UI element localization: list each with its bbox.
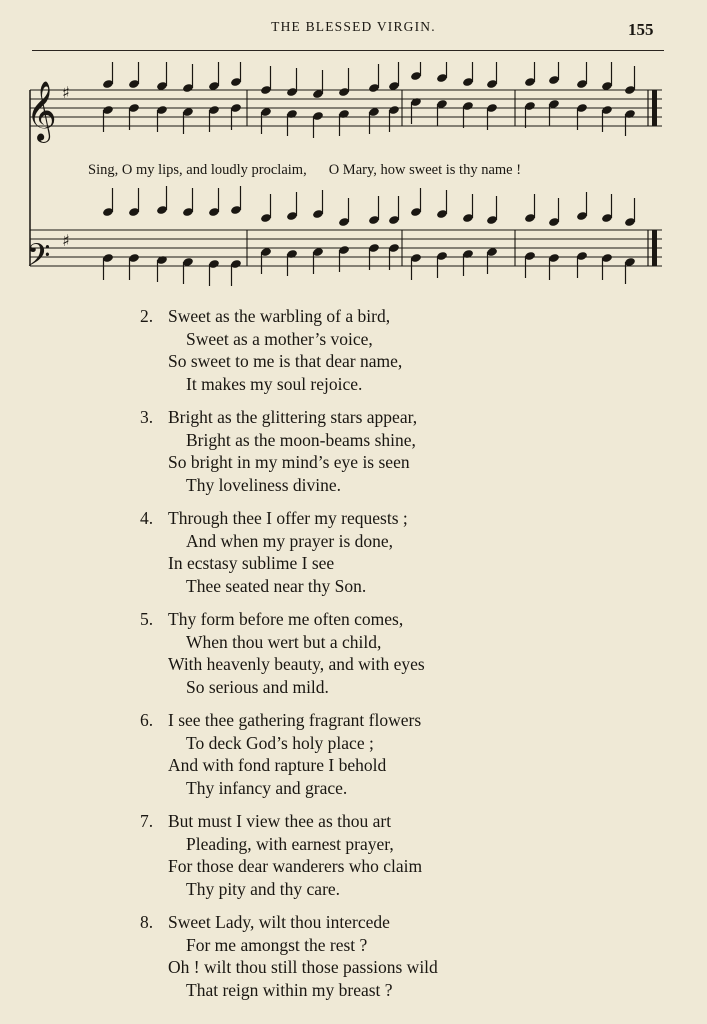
- verse-line: It makes my soul rejoice.: [186, 373, 363, 394]
- verse-line: 2. Sweet as the warbling of a bird,: [140, 306, 391, 326]
- verse: [140, 810, 660, 900]
- treble-clef: 𝄞: [26, 81, 57, 141]
- verse-number: 4.: [140, 508, 154, 528]
- verse-line: Sweet as a mother’s voice,: [186, 328, 373, 349]
- verse-number: 6.: [140, 710, 154, 730]
- verse-number: 2.: [140, 306, 154, 326]
- verse-line: Thy infancy and grace.: [186, 777, 348, 798]
- verse-line: And when my prayer is done,: [186, 530, 394, 551]
- verse: [140, 608, 660, 698]
- running-title: THE BLESSED VIRGIN.: [271, 19, 436, 34]
- verse-number: 3.: [140, 407, 154, 427]
- verse-line: For me amongst the rest ?: [186, 934, 368, 955]
- verse-number: 7.: [140, 811, 154, 831]
- lyric-phrase-1: Sing, O my lips, and loudly proclaim,: [88, 162, 307, 178]
- verse-number: 5.: [140, 609, 154, 629]
- verse-line: 7. But must I view thee as thou art: [140, 811, 392, 831]
- verse-line: 3. Bright as the glittering stars appear,: [140, 407, 418, 427]
- verse-line: So serious and mild.: [186, 676, 329, 697]
- verse-line: 8. Sweet Lady, wilt thou intercede: [140, 912, 390, 932]
- verse-number: 8.: [140, 912, 154, 932]
- verse-line: 4. Through thee I offer my requests ;: [140, 508, 408, 528]
- hymn-verses: [140, 305, 660, 1012]
- header-rule: [32, 50, 664, 51]
- music-lyric: [88, 162, 521, 179]
- verse-line: Bright as the moon-beams shine,: [186, 429, 416, 450]
- verse-line: In ecstasy sublime I see: [168, 553, 335, 573]
- lyric-phrase-2: O Mary, how sweet is thy name !: [328, 162, 522, 178]
- key-signature-treble: ♯: [62, 83, 70, 102]
- verse-line: 5. Thy form before me often comes,: [140, 609, 404, 629]
- verse-line: So bright in my mind’s eye is seen: [168, 452, 410, 472]
- key-signature-bass: ♯: [62, 231, 70, 250]
- verse-line: When thou wert but a child,: [186, 631, 382, 652]
- verse: [140, 507, 660, 597]
- final-bar-thick: [652, 90, 657, 126]
- verse-line: Thy loveliness divine.: [186, 474, 342, 495]
- bass-clef: 𝄢: [26, 237, 51, 281]
- verse-line: Pleading, with earnest prayer,: [186, 833, 394, 854]
- verse-line: Thy pity and thy care.: [186, 878, 341, 899]
- verse-line: That reign within my breast ?: [186, 979, 393, 1000]
- verse-line: Oh ! wilt thou still those passions wild: [168, 957, 438, 977]
- verse-line: So sweet to me is that dear name,: [168, 351, 403, 371]
- verse: [140, 305, 660, 395]
- verse-line: To deck God’s holy place ;: [186, 732, 374, 753]
- verse-line: 6. I see thee gathering fragrant flowers: [140, 710, 422, 730]
- verse: [140, 911, 660, 1001]
- verse: [140, 406, 660, 496]
- verse-line: And with fond rapture I behold: [168, 755, 387, 775]
- page-number: 155: [628, 20, 654, 39]
- verse: [140, 709, 660, 799]
- verse-line: Thee seated near thy Son.: [186, 575, 367, 596]
- final-bar-thick: [652, 230, 657, 266]
- verse-line: With heavenly beauty, and with eyes: [168, 654, 425, 674]
- verse-line: For those dear wanderers who claim: [168, 856, 423, 876]
